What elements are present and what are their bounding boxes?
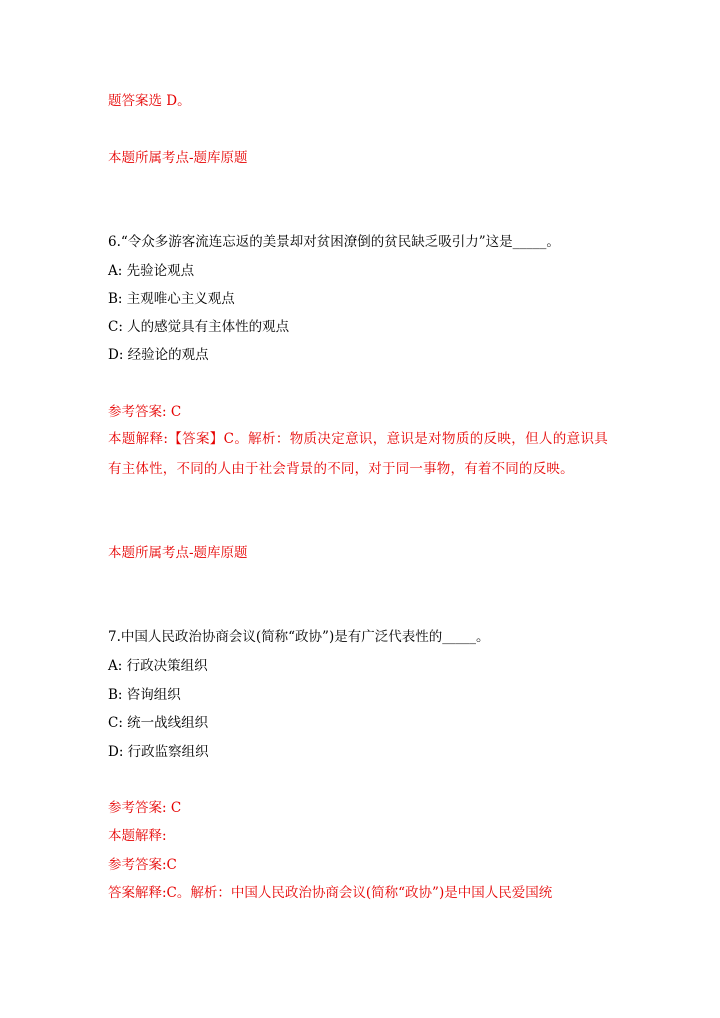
question-6-topic: 本题所属考点-题库原题	[108, 545, 248, 561]
previous-answer-tail: 题答案选 D。	[108, 93, 191, 109]
question-7-option-d: D: 行政监察组织	[108, 744, 209, 760]
question-7-option-b: B: 咨询组织	[108, 687, 181, 703]
question-7-stem: 7.中国人民政治协商会议(简称“政协”)是有广泛代表性的_____。	[108, 629, 490, 645]
question-6-option-d: D: 经验论的观点	[108, 347, 209, 363]
question-6-stem: 6.“令众多游客流连忘返的美景却对贫困潦倒的贫民缺乏吸引力”这是_____。	[108, 234, 560, 250]
question-7-answer: 参考答案: C	[108, 800, 182, 816]
question-6-option-b: B: 主观唯心主义观点	[108, 291, 235, 307]
question-7-answer-repeat: 参考答案:C	[108, 857, 177, 873]
question-7-explanation-label: 本题解释:	[108, 828, 167, 844]
question-6-answer: 参考答案: C	[108, 404, 182, 420]
question-7-explanation-text: 答案解释:C。解析：中国人民政治协商会议(简称“政协”)是中国人民爱国统	[108, 885, 553, 901]
question-7-option-c: C: 统一战线组织	[108, 715, 209, 731]
question-6-explanation: 本题解释:【答案】C。解析：物质决定意识，意识是对物质的反映，但人的意识具有主体性，不同的人由于社会背景的不同，对于同一事物，有着不同的反映。	[108, 431, 608, 477]
previous-topic: 本题所属考点-题库原题	[108, 150, 248, 166]
question-7-option-a: A: 行政决策组织	[108, 658, 208, 674]
question-6-option-a: A: 先验论观点	[108, 263, 195, 279]
question-6-option-c: C: 人的感觉具有主体性的观点	[108, 319, 290, 335]
